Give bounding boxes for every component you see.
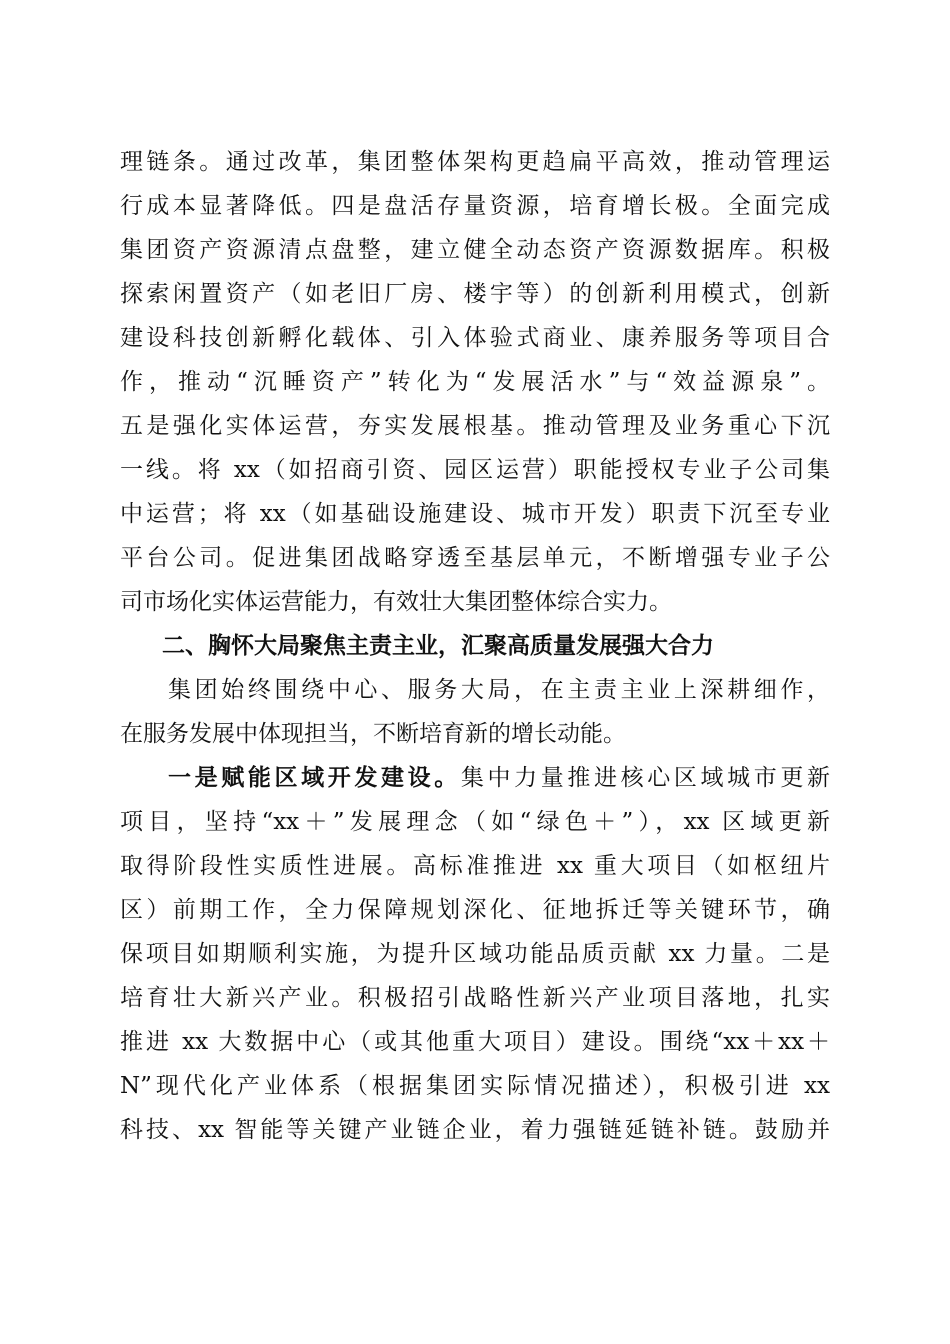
para2-line-3: 区）前期工作，全力保障规划深化、征地拆迁等关键环节，确 (120, 897, 830, 923)
body-line-10: 平台公司。促进集团战略穿透至基层单元，不断增强专业子公 (120, 545, 830, 571)
para2-first-rest: 集中力量推进核心区域城市更新 (460, 765, 830, 791)
body-line-3: 集团资产资源清点盘整，建立健全动态资产资源数据库。积极 (120, 237, 830, 263)
body-line-7: 五是强化实体运营，夯实发展根基。推动管理及业务重心下沉 (120, 413, 830, 439)
para2-lead: 一是赋能区域开发建设。 (168, 765, 461, 791)
para2-line-7: N”现代化产业体系（根据集团实际情况描述），积极引进 xx (120, 1073, 830, 1099)
body-line-8: 一线。将 xx（如招商引资、园区运营）职能授权专业子公司集 (120, 457, 830, 483)
body-line-2: 行成本显著降低。四是盘活存量资源，培育增长极。全面完成 (120, 193, 830, 219)
para2-line-6: 推进 xx 大数据中心（或其他重大项目）建设。围绕“xx＋xx＋ (120, 1029, 830, 1055)
para2-first-line (168, 763, 830, 793)
body-line-4: 探索闲置资产（如老旧厂房、楼宇等）的创新利用模式，创新 (120, 281, 830, 307)
body-line-5: 建设科技创新孵化载体、引入体验式商业、康养服务等项目合 (120, 325, 830, 351)
intro-line-2: 在服务发展中体现担当，不断培育新的增长动能。 (120, 721, 626, 747)
para2-line-2: 取得阶段性实质性进展。高标准推进 xx 重大项目（如枢纽片 (120, 853, 830, 879)
intro-line-1: 集团始终围绕中心、服务大局，在主责主业上深耕细作， (168, 677, 830, 703)
body-line-9: 中运营；将 xx（如基础设施建设、城市开发）职责下沉至专业 (120, 501, 830, 527)
section-heading: 二、胸怀大局聚焦主责主业，汇聚高质量发展强大合力 (162, 633, 714, 659)
body-line-6: 作，推动“沉睡资产”转化为“发展活水”与“效益源泉”。 (120, 369, 830, 395)
para2-line-4: 保项目如期顺利实施，为提升区域功能品质贡献 xx 力量。二是 (120, 941, 830, 967)
para2-line-5: 培育壮大新兴产业。积极招引战略性新兴产业项目落地，扎实 (120, 985, 830, 1011)
body-line-1: 理链条。通过改革，集团整体架构更趋扁平高效，推动管理运 (120, 149, 830, 175)
para2-line-1: 项目，坚持“xx＋”发展理念（如“绿色＋”），xx 区域更新 (120, 809, 830, 835)
body-line-11: 司市场化实体运营能力，有效壮大集团整体综合实力。 (120, 589, 672, 615)
para2-line-8: 科技、xx 智能等关键产业链企业，着力强链延链补链。鼓励并 (120, 1117, 830, 1143)
